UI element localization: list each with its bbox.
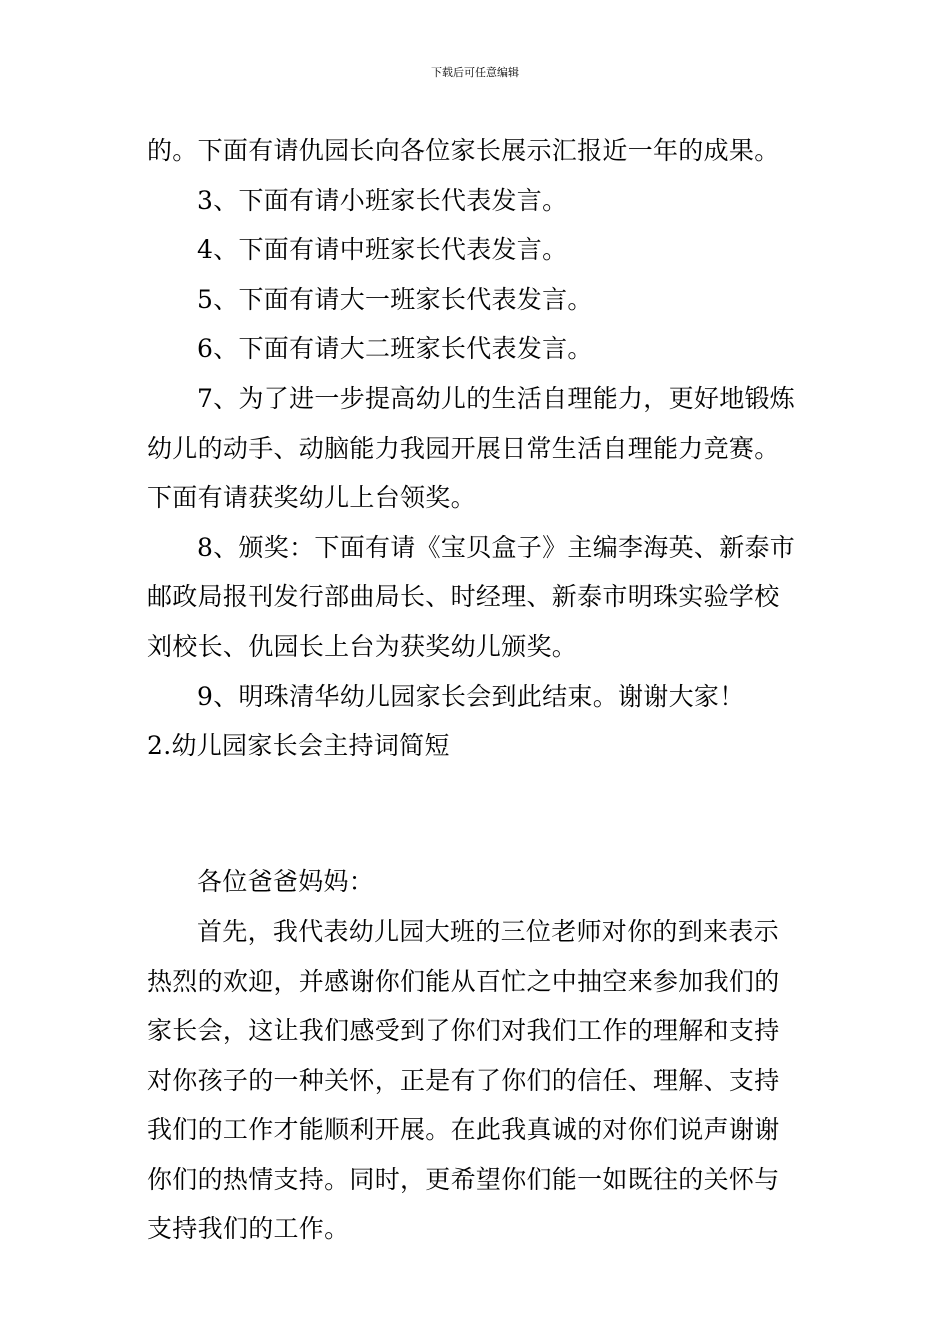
paragraph-line: 下面有请获奖幼儿上台领奖。 — [147, 483, 476, 513]
paragraph-line: 对你孩子的一种关怀，正是有了你们的信任、理解、支持 — [147, 1065, 780, 1095]
paragraph-line: 支持我们的工作。 — [147, 1214, 350, 1244]
paragraph-line: 5、下面有请大一班家长代表发言。 — [197, 284, 593, 314]
paragraph-line: 7、为了进一步提高幼儿的生活自理能力，更好地锻炼 — [197, 383, 796, 413]
section-heading: 2.幼儿园家长会主持词简短 — [147, 731, 450, 761]
paragraph-line: 4、下面有请中班家长代表发言。 — [197, 235, 568, 265]
paragraph-line: 8、颁奖：下面有请《宝贝盒子》主编李海英、新泰市 — [197, 532, 796, 562]
paragraph-line: 9、明珠清华幼儿园家长会到此结束。谢谢大家！ — [197, 681, 745, 711]
paragraph-line: 3、下面有请小班家长代表发言。 — [197, 185, 568, 215]
paragraph-line: 邮政局报刊发行部曲局长、时经理、新泰市明珠实验学校 — [147, 582, 780, 612]
paragraph-line: 热烈的欢迎，并感谢你们能从百忙之中抽空来参加我们的 — [147, 966, 780, 996]
paragraph-line: 你们的热情支持。同时，更希望你们能一如既往的关怀与 — [147, 1164, 780, 1194]
paragraph-line: 我们的工作才能顺利开展。在此我真诚的对你们说声谢谢 — [147, 1115, 780, 1145]
paragraph-line: 首先，我代表幼儿园大班的三位老师对你的到来表示 — [197, 916, 779, 946]
page-header: 下载后可任意编辑 — [431, 66, 519, 79]
salutation-line: 各位爸爸妈妈： — [197, 867, 375, 897]
blank-gap — [147, 820, 809, 857]
paragraph-line: 的。下面有请仇园长向各位家长展示汇报近一年的成果。 — [147, 136, 780, 165]
paragraph-line: 刘校长、仇园长上台为获奖幼儿颁奖。 — [147, 631, 578, 661]
paragraph-line: 幼儿的动手、动脑能力我园开展日常生活自理能力竞赛。 — [147, 433, 780, 463]
paragraph-line: 家长会，这让我们感受到了你们对我们工作的理解和支持 — [147, 1016, 780, 1046]
blank-line — [147, 771, 809, 821]
document-body — [147, 126, 809, 1254]
paragraph-line: 6、下面有请大二班家长代表发言。 — [197, 334, 593, 364]
